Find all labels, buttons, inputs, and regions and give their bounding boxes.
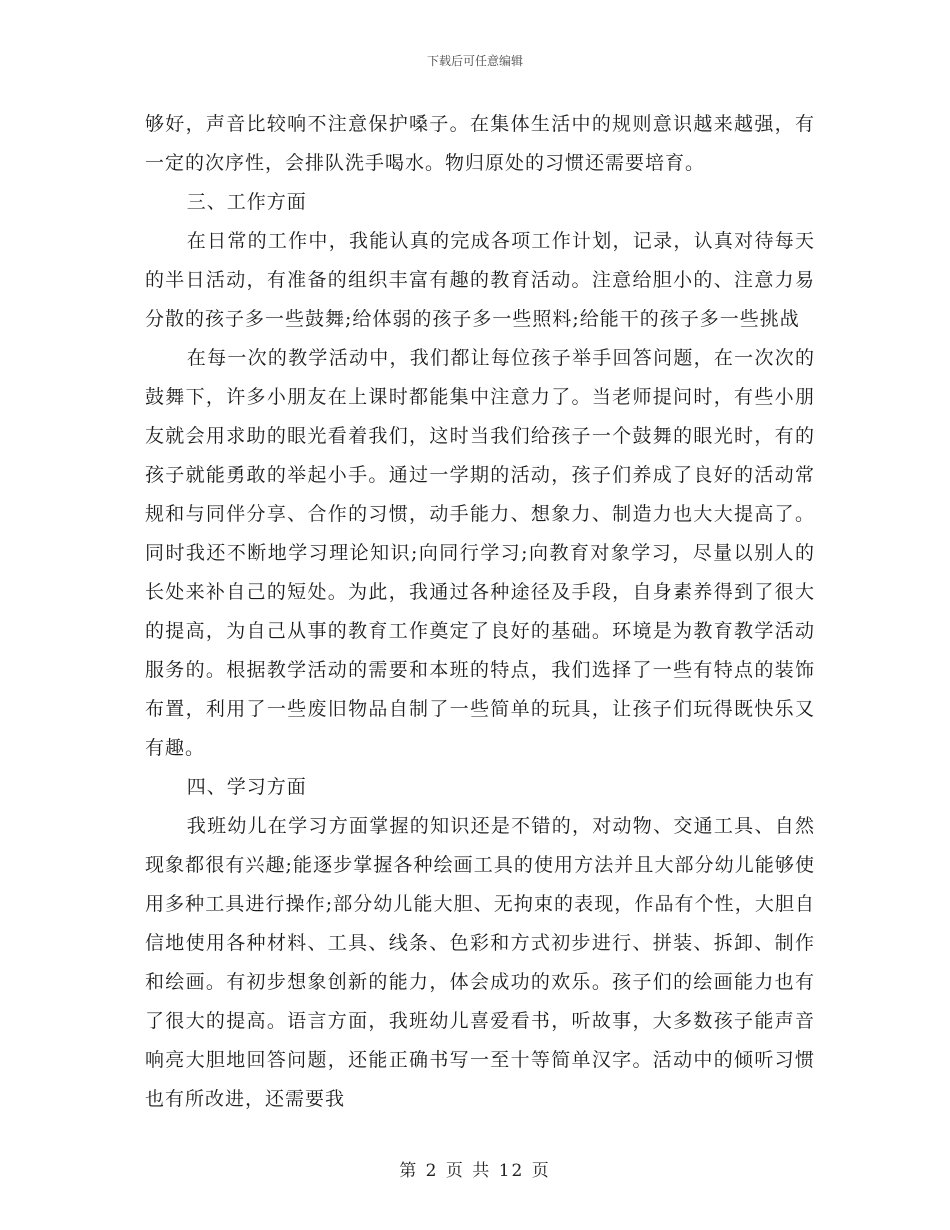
document-body bbox=[145, 105, 815, 1119]
page-number: 第 2 页 共 12 页 bbox=[399, 1161, 551, 1181]
section-heading-study: 四、学习方面 bbox=[186, 776, 307, 798]
paragraph-work-daily: 在日常的工作中，我能认真的完成各项工作计划，记录，认真对待每天的半日活动，有准备的组织丰富有趣的教育活动。注意给胆小的、注意力易分散的孩子多一些鼓舞;给体弱的孩子多一些照料;给能干的孩子多一些挑战 bbox=[145, 230, 815, 330]
section-heading-work: 三、工作方面 bbox=[186, 191, 307, 213]
paragraph-study: 我班幼儿在学习方面掌握的知识还是不错的，对动物、交通工具、自然现象都很有兴趣;能逐步掌握各种绘画工具的使用方法并且大部分幼儿能够使用多种工具进行操作;部分幼儿能大胆、无拘束的表现，作品有个性，大胆自信地使用各种材料、工具、线条、色彩和方式初步进行、拼装、拆卸、制作和绘画。有初步想象创新的能力，体会成功的欢乐。孩子们的绘画能力也有了很大的提高。语言方面，我班幼儿喜爱看书，听故事，大多数孩子能声音响亮大胆地回答问题，还能正确书写一至十等简单汉字。活动中的倾听习惯也有所改进，还需要我 bbox=[145, 815, 815, 1110]
paragraph-continuation: 够好，声音比较响不注意保护嗓子。在集体生活中的规则意识越来越强，有一定的次序性，会排队洗手喝水。物归原处的习惯还需要培育。 bbox=[145, 113, 815, 174]
paragraph-teaching-activities: 在每一次的教学活动中，我们都让每位孩子举手回答问题，在一次次的鼓舞下，许多小朋友在上课时都能集中注意力了。当老师提问时，有些小朋友就会用求助的眼光看着我们，这时当我们给孩子一个鼓舞的眼光时，有的孩子就能勇敢的举起小手。通过一学期的活动，孩子们养成了良好的活动常规和与同伴分享、合作的习惯，动手能力、想象力、制造力也大大提高了。同时我还不断地学习理论知识;向同行学习;向教育对象学习，尽量以别人的长处来补自己的短处。为此，我通过各种途径及手段，自身素养得到了很大的提高，为自己从事的教育工作奠定了良好的基础。环境是为教育教学活动服务的。根据教学活动的需要和本班的特点，我们选择了一些有特点的装饰布置，利用了一些废旧物品自制了一些简单的玩具，让孩子们玩得既快乐又有趣。 bbox=[145, 347, 815, 759]
page-header-note: 下载后可任意编辑 bbox=[426, 54, 523, 68]
